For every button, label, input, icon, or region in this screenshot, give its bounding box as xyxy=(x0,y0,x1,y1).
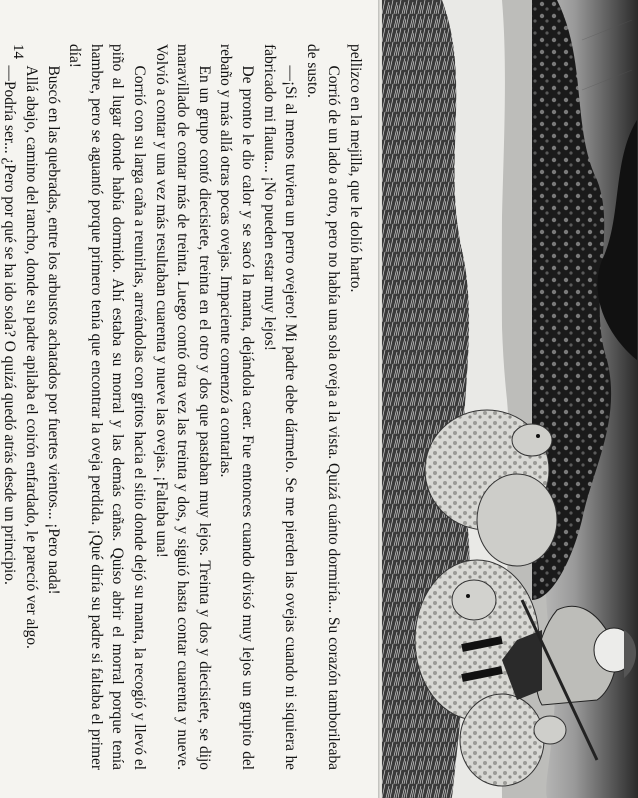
sheep-4 xyxy=(477,474,557,566)
paragraph-6: Corrió con su larga caña a reunirlas, arreándolas con gritos hacia el sitio donde dejó su manta, la recogió y llevó el piño al lugar donde había dormido. Ahí estaba su morral y las demás cañas. Quiso abrir el morral porque tenía hambre, pero se aguantó porque primero tenía que encontrar la oveja perdida. ¡Qué diría su padre si faltaba el primer día! xyxy=(66,44,149,770)
illustration xyxy=(382,0,638,798)
illustration-drawing xyxy=(382,0,638,798)
page-number: 14 xyxy=(9,44,26,59)
paragraph-1: pellizco en la mejilla, que le dolió harto. xyxy=(347,44,364,293)
paragraph-8: Allá abajo, camino del rancho, donde su padre apilaba el coirón enfardado, le pareció ver algo. xyxy=(23,65,41,649)
paragraph-4: De pronto le dio calor y se sacó la manta, dejándola caer. Fue entonces cuando divisó muy lejos un grupito del rebaño y más allá otras pocas ovejas. Impaciente comenzó a contarlas. xyxy=(217,44,257,770)
paragraph-5: En un grupo contó diecisiete, treinta en el otro y dos que pastaban muy lejos. Treinta y dos y diecisiete, se dijo maravillado de contar más de treinta. Luego contó otra vez las treinta y dos, y siguió hasta contar cuarenta y nueve. Volvió a contar y una vez más resultaban cuarenta y nueve las ovejas. ¡Faltaba una! xyxy=(152,44,213,770)
paragraph-9: —Podría ser... ¿Pero por qué se ha ido sola? O quizá quedó atrás desde un principio. xyxy=(1,65,19,585)
paragraph-3: —¡Si al menos tuviera un perro ovejero! Mi padre debe dármelo. Se me pierden las ovejas cuando ni siquiera he fabricado mi flauta... ¡No pueden estar muy lejos! xyxy=(260,44,300,770)
paragraph-2: Corrió de un lado a otro, pero no había una sola oveja a la vista. Quizá cuánto dormiría... Su corazón tamborileaba de susto. xyxy=(303,44,343,770)
paragraph-7: Buscó en las quebradas, entre los arbustos achatados por fuertes vientos... ¡Pero nada! xyxy=(44,65,62,595)
